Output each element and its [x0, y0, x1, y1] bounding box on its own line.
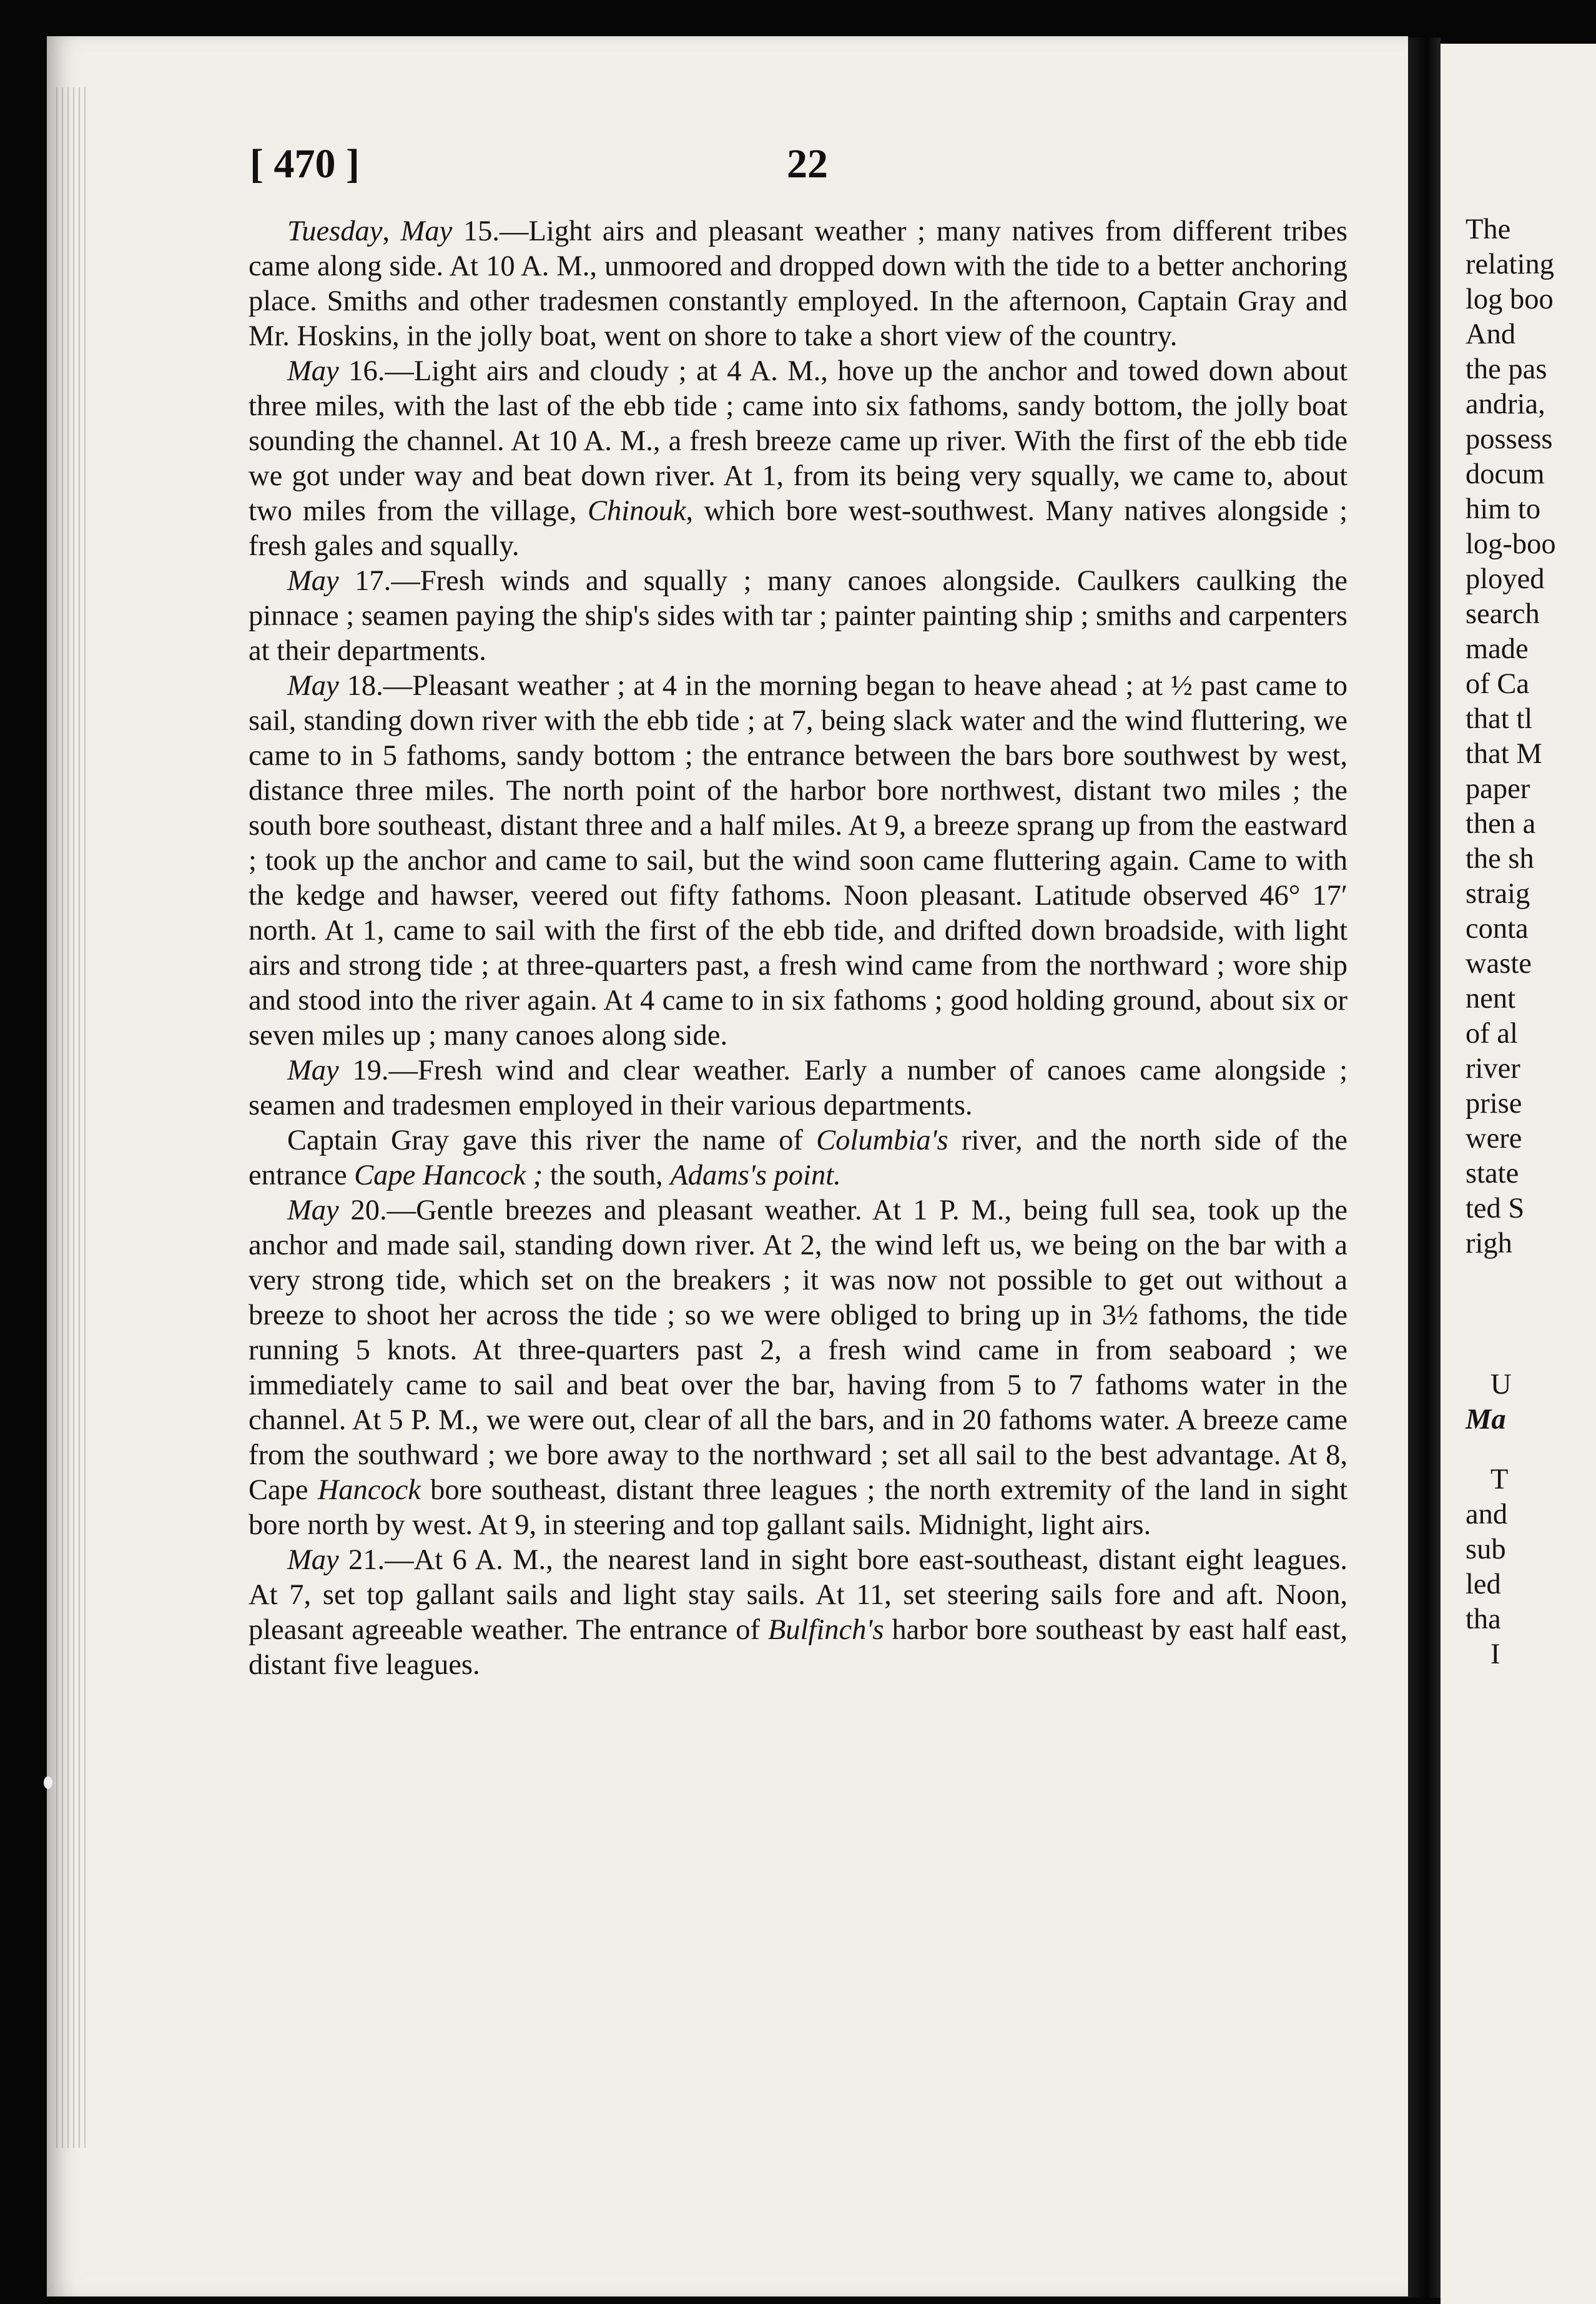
right-page-line: sub: [1465, 1534, 1506, 1565]
right-page-line: T: [1490, 1464, 1509, 1495]
journal-paragraph: [249, 354, 1347, 564]
text-run: 19.—Fresh wind and clear weather. Early a number of canoes came alongside ; seamen and tradesmen employed in their various departments.: [249, 1055, 1347, 1121]
right-page-line: and: [1465, 1499, 1508, 1530]
italic-text: May: [287, 565, 339, 597]
text-run: the south,: [543, 1159, 671, 1191]
italic-text: May: [287, 1055, 339, 1086]
right-page-line: led: [1465, 1568, 1501, 1600]
right-page-text: [1465, 212, 1556, 1672]
text-run: ,: [382, 215, 401, 247]
text-run: 21.—At 6 A. M., the nearest land in sight bore east-southeast, distant eight leagues. At 7, set top gallant sails and light stay sails. At 11, set steering sails fore and aft. Noon, pleasant agreeable weather. The entrance of: [249, 1544, 1347, 1646]
folio-number: 22: [787, 141, 828, 187]
right-page-line: of Ca: [1465, 668, 1530, 700]
right-page-line: Ma: [1465, 1404, 1506, 1435]
right-page-line: were: [1465, 1123, 1522, 1154]
text-run: 17.—Fresh winds and squally ; many canoes alongside. Caulkers caulking the pinnace ; seamen paying the ship's sides with tar ; painter painting ship ; smiths and carpenters at their departments.: [249, 565, 1347, 667]
right-page-line: log-boo: [1465, 528, 1556, 560]
page-number: [ 470 ]: [250, 141, 360, 187]
italic-text: Adams's point.: [670, 1159, 841, 1191]
text-run: river, and the north side of the entrance: [249, 1125, 1347, 1191]
italic-text: Tuesday: [287, 215, 383, 247]
italic-text: May: [287, 670, 339, 702]
right-page-line: log boo: [1465, 283, 1554, 315]
page-header: [250, 140, 1436, 197]
italic-text: Chinouk: [587, 495, 686, 527]
right-page-line: state: [1465, 1158, 1519, 1189]
italic-text: Bulfinch's: [767, 1614, 884, 1646]
right-page-line: the sh: [1465, 843, 1534, 875]
text-run: 16.—Light airs and cloudy ; at 4 A. M., hove up the anchor and towed down about three miles, with the last of the ebb tide ; came into six fathoms, sandy bottom, the jolly boat sounding the channel. At 10 A. M., a fresh breeze came up river. With the first of the ebb tide we got under way and beat down river. At 1, from its being very squally, we came to, about two miles from the village,: [249, 355, 1347, 527]
journal-paragraph: [249, 564, 1347, 669]
right-page-line: nent: [1465, 983, 1516, 1015]
italic-text: May: [287, 1544, 339, 1576]
right-page-gap: [1465, 1261, 1556, 1367]
italic-text: May: [400, 215, 453, 247]
right-page: [1441, 44, 1596, 2304]
right-page-line: prise: [1465, 1088, 1522, 1120]
right-page-line: ted S: [1465, 1193, 1525, 1224]
right-page-line: that tl: [1465, 703, 1533, 735]
right-page-line: paper: [1465, 773, 1530, 805]
binding-shadow: [56, 87, 87, 2148]
right-page-line: relating: [1465, 249, 1555, 280]
text-run: 20.—Gentle breezes and pleasant weather. At 1 P. M., being full sea, took up the anchor and made sail, standing down river. At 2, the wind left us, we being on the bar with a very strong tide, which set on the breakers ; it was now not possible to get out without a breeze to shoot her across the tide ; so we were obliged to bring up in 3½ fathoms, the tide running 5 knots. At three-quarters past 2, a fresh wind came in from seaboard ; we immediately came to sail and beat over the bar, having from 5 to 7 fathoms water in the channel. At 5 P. M., we were out, clear of all the bars, and in 20 fathoms water. A breeze came from the southward ; we bore away to the northward ; set all sail to the best advantage. At 8, Cape: [249, 1194, 1347, 1506]
right-page-line: straig: [1465, 878, 1530, 910]
right-page-line: made: [1465, 633, 1529, 665]
text-run: , which bore west-southwest. Many natives alongside ; fresh gales and squally.: [249, 495, 1347, 562]
right-page-line: river: [1465, 1053, 1520, 1085]
right-page-line: U: [1490, 1369, 1512, 1401]
margin-speck: [44, 1776, 52, 1789]
right-page-line: him to: [1465, 493, 1541, 525]
right-page-line: of al: [1465, 1018, 1518, 1050]
right-page-line: ployed: [1465, 563, 1545, 595]
journal-paragraph: [249, 1123, 1347, 1193]
italic-text: Columbia's: [816, 1125, 948, 1156]
text-run: 18.—Pleasant weather ; at 4 in the morning began to heave ahead ; at ½ past came to sail, standing down river with the ebb tide ; at 7, being slack water and the wind fluttering, we came to in 5 fathoms, sandy bottom ; the entrance between the bars bore southwest by west, distance three miles. The north point of the harbor bore northwest, distant two miles ; the south bore southeast, distant three and a half miles. At 9, a breeze sprang up from the eastward ; took up the anchor and came to sail, but the wind soon came fluttering again. Came to with the kedge and hawser, veered out fifty fathoms. Noon pleasant. Latitude observed 46° 17′ north. At 1, came to sail with the first of the ebb tide, and drifted down broadside, with light airs and strong tide ; at three-quarters past, a fresh wind came from the northward ; wore ship and stood into the river again. At 4 came to in six fathoms ; good holding ground, about six or seven miles up ; many canoes along side.: [249, 670, 1347, 1051]
journal-text: [249, 214, 1347, 1683]
right-page-line: And: [1465, 318, 1516, 350]
right-page-line: righ: [1465, 1228, 1512, 1259]
right-page-line: then a: [1465, 808, 1536, 840]
right-page-line: conta: [1465, 913, 1529, 945]
right-page-line: tha: [1465, 1603, 1501, 1635]
right-page-gap: [1465, 1437, 1556, 1462]
text-run: bore southeast, distant three leagues ; the north extremity of the land in sight bore north by west. At 9, in steering and top gallant sails. Midnight, light airs.: [249, 1474, 1347, 1541]
italic-text: May: [287, 355, 339, 387]
journal-paragraph: [249, 1053, 1347, 1123]
right-page-line: I: [1490, 1638, 1500, 1670]
right-page-line: search: [1465, 598, 1540, 630]
text-run: 15.—Light airs and pleasant weather ; many natives from different tribes came along side. At 10 A. M., unmoored and dropped down with the tide to a better anchoring place. Smiths and other tradesmen constantly employed. In the afternoon, Captain Gray and Mr. Hoskins, in the jolly boat, went on shore to take a short view of the country.: [249, 215, 1347, 352]
journal-paragraph: [249, 669, 1347, 1053]
text-run: Captain Gray gave this river the name of: [287, 1125, 817, 1156]
journal-paragraph: [249, 1193, 1347, 1543]
italic-text: May: [287, 1194, 339, 1226]
journal-paragraph: [249, 214, 1347, 354]
right-page-line: andria,: [1465, 388, 1545, 420]
italic-text: Cape Hancock ;: [354, 1159, 543, 1191]
right-page-line: waste: [1465, 948, 1532, 980]
right-page-line: docum: [1465, 458, 1545, 490]
journal-paragraph: [249, 1543, 1347, 1683]
text-run: harbor bore southeast by east half east, distant five leagues.: [249, 1614, 1347, 1681]
right-page-line: that M: [1465, 738, 1542, 770]
right-page-line: possess: [1465, 423, 1553, 455]
right-page-line: the pas: [1465, 353, 1547, 385]
book-gutter: [1408, 37, 1441, 2298]
italic-text: Hancock: [317, 1474, 421, 1506]
right-page-line: The: [1465, 214, 1511, 245]
